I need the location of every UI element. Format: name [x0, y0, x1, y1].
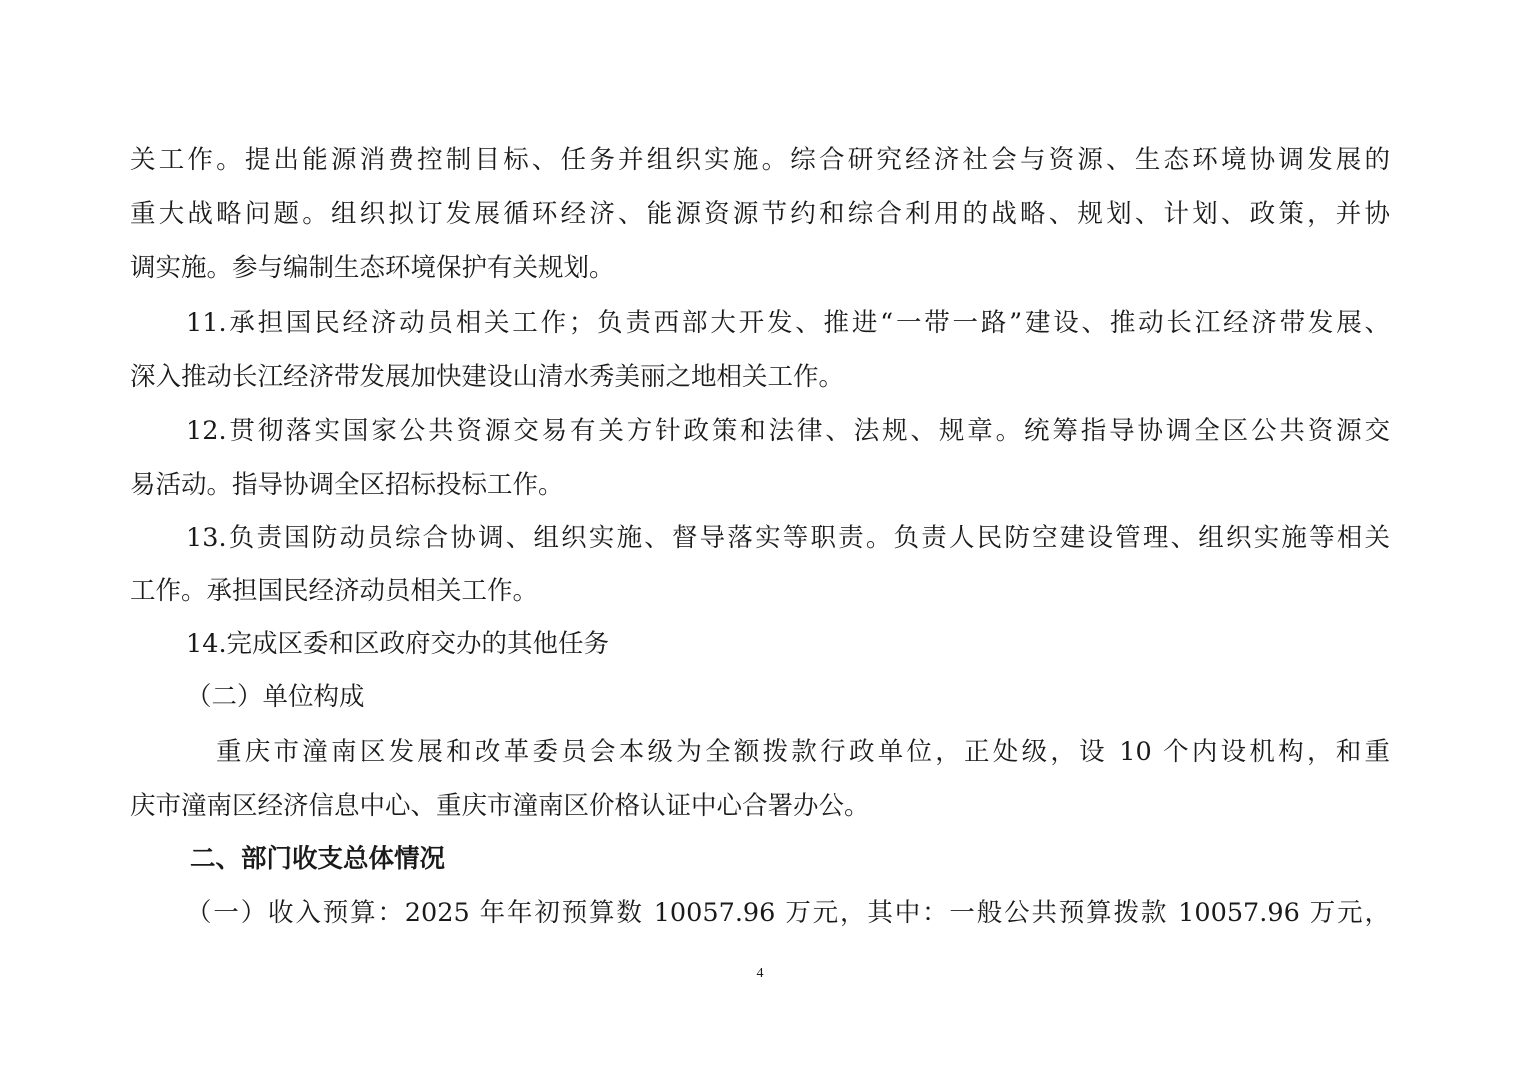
text-line-3: 调实施。参与编制生态环境保护有关规划。 — [130, 253, 615, 283]
page-number: 4 — [756, 966, 764, 981]
item-13-line-2: 工作。承担国民经济动员相关工作。 — [130, 576, 539, 606]
item-11-line-1: 11.承担国民经济动员相关工作；负责西部大开发、推进“一带一路”建设、推动长江经济带发展、 — [186, 308, 1390, 338]
unit-composition-line-2: 庆市潼南区经济信息中心、重庆市潼南区价格认证中心合署办公。 — [130, 791, 870, 821]
section-heading-revenue-expenditure: 二、部门收支总体情况 — [190, 844, 446, 874]
text-line-1: 关工作。提出能源消费控制目标、任务并组织实施。综合研究经济社会与资源、生态环境协调发展的 — [130, 145, 1390, 175]
income-budget-line: （一）收入预算：2025 年年初预算数 10057.96 万元，其中：一般公共预算拨款 10057.96 万元， — [186, 898, 1390, 928]
section-subheading-unit-composition: （二）单位构成 — [186, 682, 365, 712]
text-line-2: 重大战略问题。组织拟订发展循环经济、能源资源节约和综合利用的战略、规划、计划、政策，并协 — [130, 199, 1390, 229]
item-11-line-2: 深入推动长江经济带发展加快建设山清水秀美丽之地相关工作。 — [130, 362, 845, 392]
item-12-line-1: 12.贯彻落实国家公共资源交易有关方针政策和法律、法规、规章。统筹指导协调全区公共资源交 — [186, 416, 1390, 446]
item-12-line-2: 易活动。指导协调全区招标投标工作。 — [130, 470, 564, 500]
item-14-line: 14.完成区委和区政府交办的其他任务 — [186, 629, 610, 659]
item-13-line-1: 13.负责国防动员综合协调、组织实施、督导落实等职责。负责人民防空建设管理、组织实施等相关 — [186, 523, 1390, 553]
unit-composition-line-1: 重庆市潼南区发展和改革委员会本级为全额拨款行政单位，正处级，设 10 个内设机构，和重 — [216, 737, 1390, 767]
